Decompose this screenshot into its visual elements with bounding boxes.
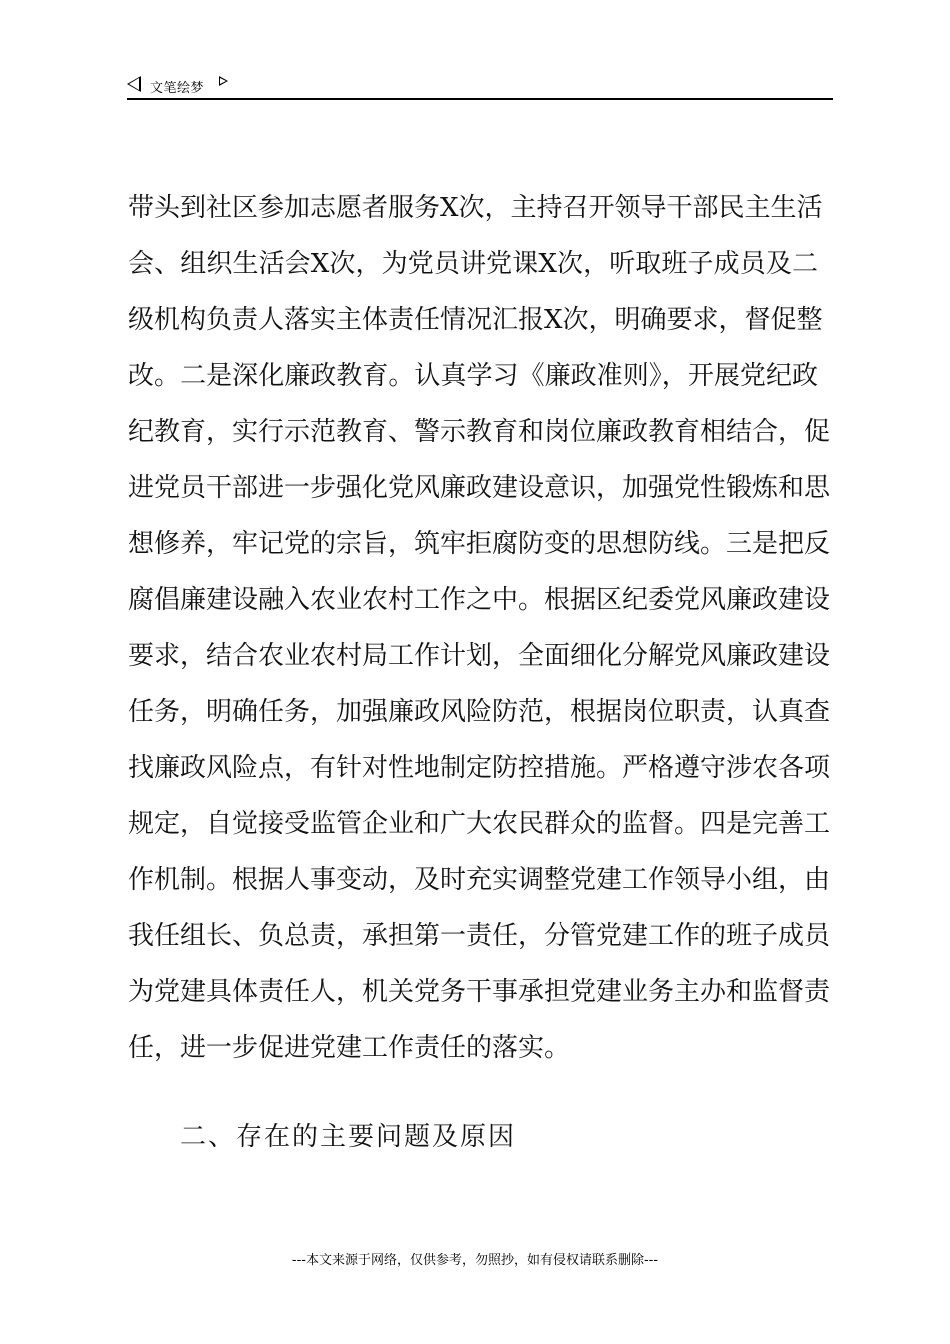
text-line: 任，进一步促进党建工作责任的落实。 [128,1033,571,1063]
text-line: 为党建具体责任人，机关党务干事承担党建业务主办和监督责 [128,977,831,1007]
text-line: 要求，结合农业农村局工作计划，全面细化分解党风廉政建设 [128,641,831,671]
text-line: 纪教育，实行示范教育、警示教育和岗位廉政教育相结合，促 [128,417,831,447]
text-line: 任务，明确任务，加强廉政风险防范，根据岗位职责，认真查 [128,697,831,727]
page-header [127,74,833,100]
text-line: 想修养，牢记党的宗旨，筑牢拒腐防变的思想防线。三是把反 [128,529,831,559]
header-title: 文笔绘梦 [150,81,205,96]
left-triangle-icon [127,76,141,92]
text-line: 作机制。根据人事变动，及时充实调整党建工作领导小组，由 [128,865,831,895]
text-line: 级机构负责人落实主体责任情况汇报X次，明确要求，督促整 [128,305,823,335]
text-line: 我任组长、负总责，承担第一责任，分管党建工作的班子成员 [128,921,831,951]
text-line: 腐倡廉建设融入农业农村工作之中。根据区纪委党风廉政建设 [128,585,831,615]
text-line: 找廉政风险点，有针对性地制定防控措施。严格遵守涉农各项 [128,753,831,783]
text-line: 带头到社区参加志愿者服务X次，主持召开领导干部民主生活 [128,193,823,223]
text-line: 规定，自觉接受监管企业和广大农民群众的监督。四是完善工 [128,809,831,839]
footer-disclaimer: ---本文来源于网络，仅供参考，勿照抄，如有侵权请联系删除--- [291,1253,659,1268]
text-line: 改。二是深化廉政教育。认真学习《廉政准则》，开展党纪政 [128,361,818,391]
text-line: 会、组织生活会X次，为党员讲党课X次，听取班子成员及二 [128,249,818,279]
right-triangle-icon [219,76,228,86]
text-line: 进党员干部进一步强化党风廉政建设意识，加强党性锻炼和思 [128,473,831,503]
body-text [128,188,831,1084]
section-heading: 二、存在的主要问题及原因 [180,1122,517,1152]
